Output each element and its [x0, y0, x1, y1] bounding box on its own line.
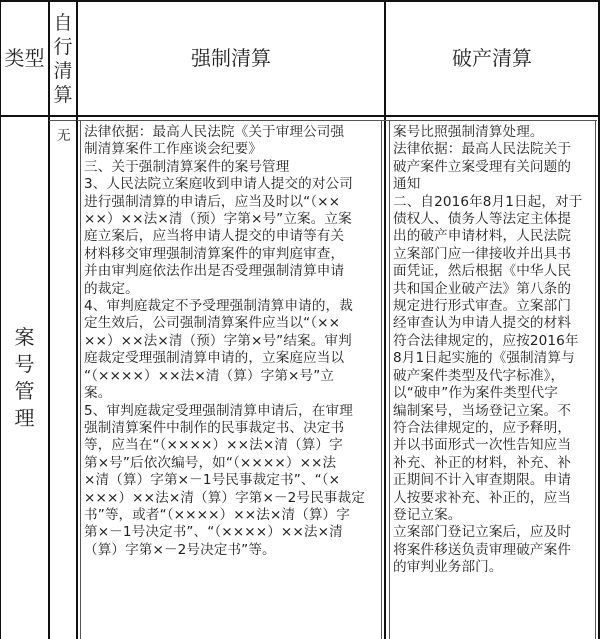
header-self-liquidation	[50, 2, 76, 115]
inner-cell-top-line-2	[49, 120, 76, 121]
inner-cell-left-line	[80, 120, 81, 639]
bankrupt-paragraph: 法律依据：最高人民法院关于 破产案件立案受理有关问题的 通知	[393, 141, 572, 193]
row-type-cell	[1, 117, 48, 639]
header-bankrupt-label: 破产清算	[452, 46, 532, 70]
header-forced-label: 强制清算	[191, 46, 271, 70]
inner-cell-mid-line-2	[389, 120, 390, 639]
bankrupt-paragraph: 案号比照强制清算处理。	[393, 124, 544, 140]
inner-cell-mid-line	[381, 120, 382, 639]
bankruptcy-liquidation-text	[393, 124, 595, 577]
header-type	[1, 2, 48, 115]
inner-cell-top-line	[77, 120, 597, 121]
header-row-divider	[0, 115, 600, 117]
forced-paragraph: 3、人民法院立案庭收到申请人提交的对公司 进行强制清算的申请后，应当及时以“（×× ××）××法×清（预）字第×号”立案。立案 庭立案后，应当将申请人提交的申请等有关 材料移交审理强制清算案件的审判庭审查， 并由审判庭依法作出是否受理强制清算申请 的裁定。	[84, 176, 353, 297]
forced-paragraph: 5、审判庭裁定受理强制清算申请后，在审理 强制清算案件中制作的民事裁定书、决定书 等，应当在“（××××）××法×清（算）字 第×号”后依次编号，如“（××××）××法 ×清（算）字第×－1号民事裁定书”、“（× ×××）××法×清（算）字第×－2号民事裁定 书”等，或者“（××××）××法×清（算）字 第×－1号决定书”、“（××××）××法×清 （算）字第×－2号决定书”等。	[84, 402, 365, 558]
header-type-label: 类型	[4, 46, 45, 70]
header-bankruptcy-liquidation	[386, 2, 598, 115]
bankrupt-paragraph: 立案部门登记立案后，应及时 将案件移送负责审理破产案件 的审判业务部门。	[393, 524, 572, 576]
row-self-value: 无	[57, 128, 71, 144]
header-forced-liquidation	[78, 2, 384, 115]
forced-paragraph: 法律依据：最高人民法院《关于审理公司强 制清算案件工作座谈会纪要》	[84, 124, 345, 158]
bankrupt-paragraph: 二、自2016年8月1日起，对于 债权人、债务人等法定主体提 出的破产申请材料，人民法院 立案部门应一律接收并出具书 面凭证，然后根据《中华人民 共和国企业破产法》第八条的 规定进行形式审查。立案部门 经审查认为申请人提交的材料 符合法律规定的，应按2016年 8月1日起实施的《强制清算与 破产案件类型及代字标准》， 以“破申”作为案件类型代字 编制案号，当场登记立案。不 符合法律规定的，应予释明， 并以书面形式一次性告知应当 补充、补正的材料，补充、补 正期间不计入审查期限。申请 人按要求补充、补正的，应当 登记立案。	[393, 193, 583, 523]
forced-paragraph: 4、审判庭裁定不予受理强制清算申请的，裁 定生效后，公司强制清算案件应当以“（×× ××）××法×清（预）字第×号”结案。审判 庭裁定受理强制清算申请的，立案庭应当以 “（××××）××法×清（算）字第×号”立 案。	[84, 298, 353, 402]
forced-paragraph: 三、关于强制清算案件的案号管理	[84, 158, 290, 175]
inner-cell-right-line	[595, 120, 596, 639]
header-self-label: 自 行 清 算	[53, 11, 73, 106]
row-type-label: 案 号 管 理	[14, 325, 35, 430]
row-self-cell	[57, 128, 75, 145]
forced-liquidation-text	[84, 124, 380, 559]
